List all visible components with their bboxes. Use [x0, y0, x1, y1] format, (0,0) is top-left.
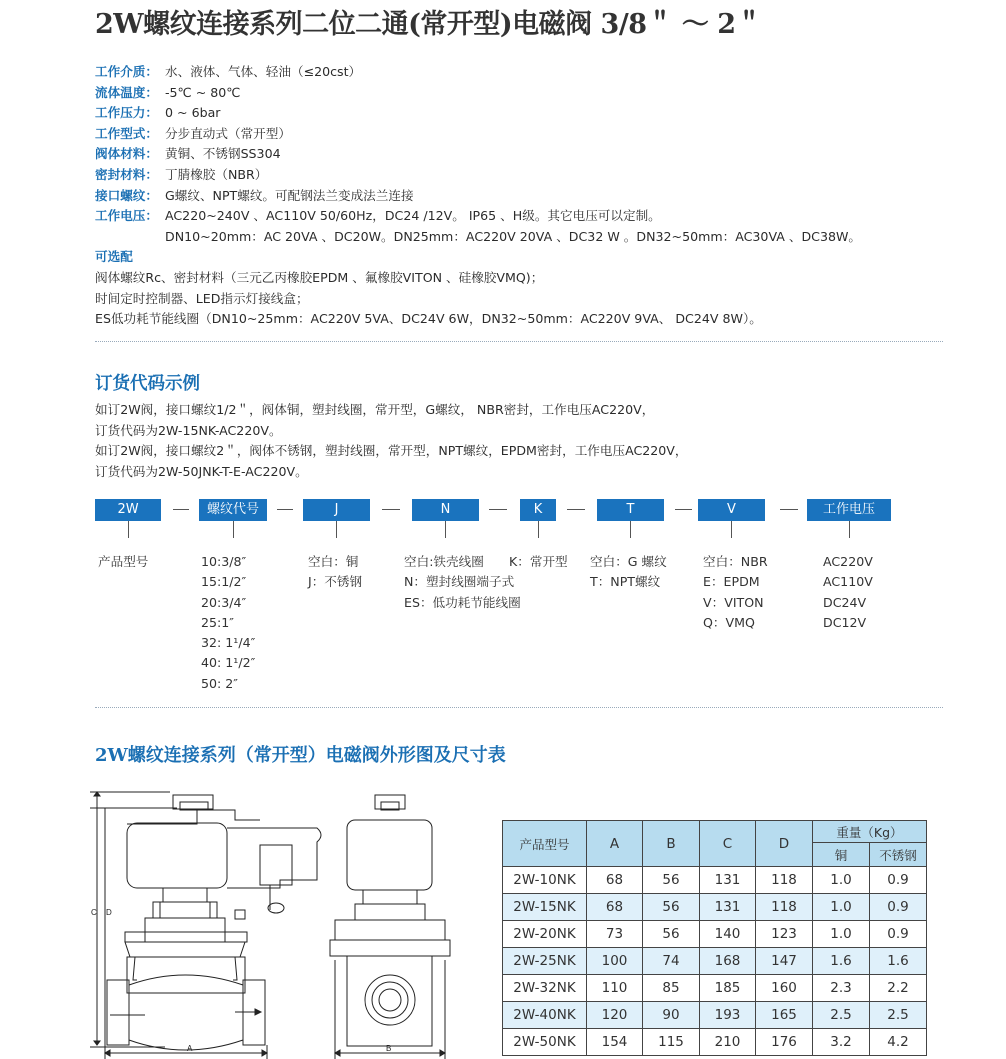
- cell-c: 193: [700, 1002, 756, 1029]
- example-line: 订货代码为2W-50JNK-T-E-AC220V。: [95, 463, 308, 479]
- optional-label: 可选配: [95, 249, 133, 265]
- desc-thread-type: [590, 552, 667, 593]
- header-b: B: [643, 821, 700, 867]
- code-dash: [382, 509, 400, 510]
- header-copper: 铜: [813, 843, 870, 867]
- cell-b: 85: [643, 975, 700, 1002]
- thread-option: 15:1/2″: [201, 574, 247, 590]
- code-box-voltage: 工作电压: [807, 499, 891, 521]
- thread-option: 40: 1¹/2″: [201, 655, 256, 671]
- example-line: 如订2W阀，接口螺纹1/2＂，阀体铜，塑封线圈，常开型，G螺纹， NBR密封，工作电压AC220V，: [95, 402, 655, 417]
- desc-threads: [201, 552, 255, 694]
- cell-steel: 0.9: [870, 921, 927, 948]
- coil-option: ES：低功耗节能线圈: [404, 594, 521, 610]
- cell-c: 131: [700, 867, 756, 894]
- cell-b: 56: [643, 921, 700, 948]
- connector-line: [538, 521, 539, 538]
- cell-copper: 1.0: [813, 867, 870, 894]
- optional-line: ES低功耗节能线圈（DN10~25mm：AC220V 5VA、DC24V 6W，DN32~50mm：AC220V 9VA、 DC24V 8W）。: [95, 311, 762, 327]
- connector-line: [233, 521, 234, 538]
- thread-type-option: T：NPT螺纹: [590, 574, 661, 590]
- example-line: 订货代码为2W-15NK-AC220V。: [95, 422, 282, 438]
- spec-row: [95, 62, 861, 83]
- code-dash: [173, 509, 189, 510]
- cell-model: 2W-15NK: [503, 894, 587, 921]
- valve-outline-drawing: [85, 780, 455, 1059]
- table-row: [503, 867, 927, 894]
- header-model: 产品型号: [503, 821, 587, 867]
- spec-row: [95, 165, 861, 186]
- body-option: 空白：铜: [308, 554, 359, 569]
- voltage-option: AC110V: [823, 574, 873, 590]
- dimension-heading: 2W螺纹连接系列（常开型）电磁阀外形图及尺寸表: [95, 745, 506, 766]
- code-dash: [675, 509, 692, 510]
- code-box-model: 2W: [95, 499, 161, 521]
- cell-b: 56: [643, 867, 700, 894]
- coil-option: N：塑封线圈端子式: [404, 574, 515, 590]
- order-heading: 订货代码示例: [95, 374, 200, 394]
- cell-model: 2W-20NK: [503, 921, 587, 948]
- seal-option: V：VITON: [703, 594, 764, 610]
- cell-c: 210: [700, 1029, 756, 1056]
- connector-line: [849, 521, 850, 538]
- dimension-label-c: C: [91, 908, 97, 917]
- cell-steel: 4.2: [870, 1029, 927, 1056]
- example-line: 如订2W阀，接口螺纹2＂，阀体不锈钢，塑封线圈，常开型，NPT螺纹，EPDM密封，工作电压AC220V，: [95, 443, 688, 458]
- code-box-body: J: [303, 499, 370, 521]
- cell-model: 2W-25NK: [503, 948, 587, 975]
- desc-coil: [404, 552, 521, 613]
- spec-row: [95, 144, 861, 165]
- code-box-thread: 螺纹代号: [199, 499, 267, 521]
- header-a: A: [587, 821, 643, 867]
- header-weight: 重量（Kg）: [813, 821, 927, 843]
- cell-b: 115: [643, 1029, 700, 1056]
- cell-a: 120: [587, 1002, 643, 1029]
- code-box-coil: N: [412, 499, 479, 521]
- seal-option: E：EPDM: [703, 574, 760, 590]
- spec-row: [95, 186, 861, 207]
- cell-d: 123: [756, 921, 813, 948]
- spec-label: 工作压力：: [95, 105, 158, 121]
- spec-value: -5℃ ~ 80℃: [165, 84, 241, 100]
- table-row: [503, 975, 927, 1002]
- spec-row: [95, 83, 861, 104]
- cell-b: 74: [643, 948, 700, 975]
- code-dash: [780, 509, 798, 510]
- thread-option: 10:3/8″: [201, 554, 247, 569]
- desc-body: [308, 552, 362, 593]
- connector-line: [445, 521, 446, 538]
- body-option: J：不锈钢: [308, 574, 363, 590]
- cell-d: 165: [756, 1002, 813, 1029]
- code-box-k: K: [520, 499, 556, 521]
- divider: [95, 707, 943, 708]
- header-d: D: [756, 821, 813, 867]
- spec-label: 工作介质：: [95, 64, 158, 79]
- spec-label: 工作电压：: [95, 208, 158, 224]
- dimension-label-b: B: [386, 1044, 392, 1053]
- connector-line: [128, 521, 129, 538]
- spec-value: 分步直动式（常开型）: [165, 125, 291, 141]
- spec-row: [95, 103, 861, 124]
- cell-b: 56: [643, 894, 700, 921]
- cell-a: 110: [587, 975, 643, 1002]
- cell-c: 168: [700, 948, 756, 975]
- connector-line: [630, 521, 631, 538]
- header-c: C: [700, 821, 756, 867]
- thread-option: 25:1″: [201, 614, 234, 630]
- dimension-label-a: A: [187, 1044, 193, 1053]
- voltage-continuation: DN10~20mm：AC 20VA 、DC20W。DN25mm：AC220V 20VA 、DC32 W 。DN32~50mm：AC30VA 、DC38W。: [165, 228, 862, 244]
- spec-label: 密封材料：: [95, 166, 158, 182]
- cell-c: 140: [700, 921, 756, 948]
- spec-list: [95, 62, 861, 330]
- cell-c: 185: [700, 975, 756, 1002]
- coil-option: 空白:铁壳线圈: [404, 554, 484, 569]
- order-example: [95, 400, 688, 482]
- table-row: [503, 921, 927, 948]
- spec-label: 阀体材料：: [95, 146, 158, 162]
- cell-copper: 1.0: [813, 894, 870, 921]
- desc-seal: [703, 552, 768, 633]
- connector-line: [336, 521, 337, 538]
- thread-option: 20:3/4″: [201, 594, 247, 610]
- spec-value: 丁腈橡胶（NBR）: [165, 166, 268, 182]
- cell-a: 100: [587, 948, 643, 975]
- optional-line: 时间定时控制器、LED指示灯接线盒；: [95, 290, 309, 306]
- thread-type-option: 空白：G 螺纹: [590, 554, 667, 569]
- table-row: [503, 1029, 927, 1056]
- cell-b: 90: [643, 1002, 700, 1029]
- divider: [95, 341, 943, 342]
- cell-a: 73: [587, 921, 643, 948]
- cell-steel: 0.9: [870, 867, 927, 894]
- page-title: 2W螺纹连接系列二位二通(常开型)电磁阀 3/8＂ ～ 2＂: [95, 9, 763, 40]
- cell-copper: 2.5: [813, 1002, 870, 1029]
- optional-line: 阀体螺纹Rc、密封材料（三元乙丙橡胶EPDM 、氟橡胶VITON 、硅橡胶VMQ)；: [95, 269, 544, 285]
- cell-c: 131: [700, 894, 756, 921]
- spec-value: 黄铜、不锈钢SS304: [165, 146, 281, 162]
- table-row: [503, 1002, 927, 1029]
- code-dash: [277, 509, 293, 510]
- voltage-option: AC220V: [823, 554, 873, 569]
- cell-d: 160: [756, 975, 813, 1002]
- spec-label: 接口螺纹：: [95, 187, 158, 203]
- cell-copper: 3.2: [813, 1029, 870, 1056]
- spec-row: [95, 206, 861, 227]
- desc-voltage: [823, 552, 873, 633]
- spec-value: AC220~240V 、AC110V 50/60Hz，DC24 /12V。 IP65 、H级。其它电压可以定制。: [165, 208, 661, 224]
- code-dash: [567, 509, 585, 510]
- dimension-table: [502, 820, 927, 1056]
- seal-option: Q：VMQ: [703, 614, 755, 630]
- spec-value: 水、液体、气体、轻油（≤20cst）: [165, 64, 362, 79]
- cell-model: 2W-40NK: [503, 1002, 587, 1029]
- cell-a: 154: [587, 1029, 643, 1056]
- cell-model: 2W-10NK: [503, 867, 587, 894]
- spec-label: 工作型式：: [95, 125, 158, 141]
- desc-model: 产品型号: [98, 554, 149, 569]
- voltage-option: DC12V: [823, 614, 867, 630]
- code-box-seal: V: [698, 499, 765, 521]
- cell-a: 68: [587, 894, 643, 921]
- cell-model: 2W-50NK: [503, 1029, 587, 1056]
- header-steel: 不锈钢: [870, 843, 927, 867]
- code-dash: [489, 509, 507, 510]
- desc-k: K：常开型: [509, 554, 568, 569]
- cell-d: 147: [756, 948, 813, 975]
- cell-d: 118: [756, 867, 813, 894]
- thread-option: 32: 1¹/4″: [201, 635, 256, 651]
- table-row: [503, 948, 927, 975]
- cell-steel: 2.2: [870, 975, 927, 1002]
- spec-value: 0 ~ 6bar: [165, 105, 221, 121]
- thread-option: 50: 2″: [201, 675, 238, 691]
- cell-steel: 1.6: [870, 948, 927, 975]
- spec-row: [95, 124, 861, 145]
- connector-line: [731, 521, 732, 538]
- cell-copper: 1.0: [813, 921, 870, 948]
- voltage-option: DC24V: [823, 594, 867, 610]
- cell-steel: 2.5: [870, 1002, 927, 1029]
- cell-d: 118: [756, 894, 813, 921]
- spec-label: 流体温度：: [95, 84, 158, 100]
- cell-copper: 2.3: [813, 975, 870, 1002]
- table-row: [503, 894, 927, 921]
- spec-value: G螺纹、NPT螺纹。可配钢法兰变成法兰连接: [165, 187, 414, 203]
- cell-model: 2W-32NK: [503, 975, 587, 1002]
- dimension-label-d: D: [106, 908, 112, 917]
- cell-copper: 1.6: [813, 948, 870, 975]
- code-box-thread-type: T: [597, 499, 664, 521]
- cell-a: 68: [587, 867, 643, 894]
- cell-d: 176: [756, 1029, 813, 1056]
- cell-steel: 0.9: [870, 894, 927, 921]
- seal-option: 空白：NBR: [703, 554, 768, 569]
